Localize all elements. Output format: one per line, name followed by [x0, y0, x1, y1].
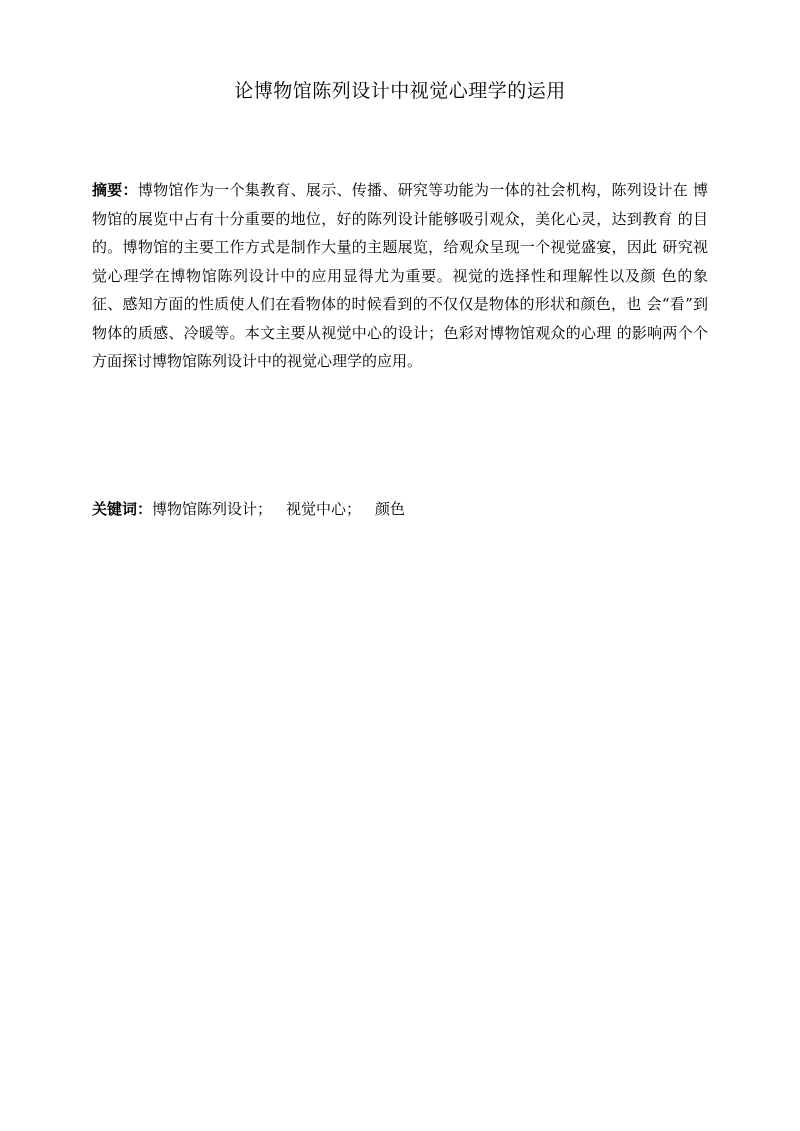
- keywords-label: 关键词：: [92, 500, 153, 518]
- abstract-label: 摘要：: [92, 181, 138, 199]
- keyword-item: 博物馆陈列设计；: [152, 500, 273, 518]
- page-title: 论博物馆陈列设计中视觉心理学的运用: [234, 80, 566, 102]
- keyword-item: 视觉中心；: [286, 500, 362, 518]
- keyword-item: 颜色: [375, 500, 406, 518]
- abstract-text: 博物馆作为一个集教育、展示、传播、研究等功能为一体的社会机构，陈列设计在 博物馆的展览中占有十分重要的地位，好的陈列设计能够吸引观众，美化心灵，达到教育 的目的。博物馆的主要工作方式是制作大量的主题展览，给观众呈现一个视觉盛宴，因此 研究视觉心理学在博物馆陈列设计中的应用显得尤为重要。视觉的选择性和理解性以及颜 色的象征、感知方面的性质使人们在看物体的时候看到的不仅仅是物体的形状和颜色，也 会“看”到物体的质感、冷暖等。本文主要从视觉中心的设计；色彩对博物馆观众的心理 的影响两个个方面探讨博物馆陈列设计中的视觉心理学的应用。: [92, 181, 708, 370]
- keywords-line: [92, 495, 708, 523]
- abstract-paragraph: [92, 176, 708, 376]
